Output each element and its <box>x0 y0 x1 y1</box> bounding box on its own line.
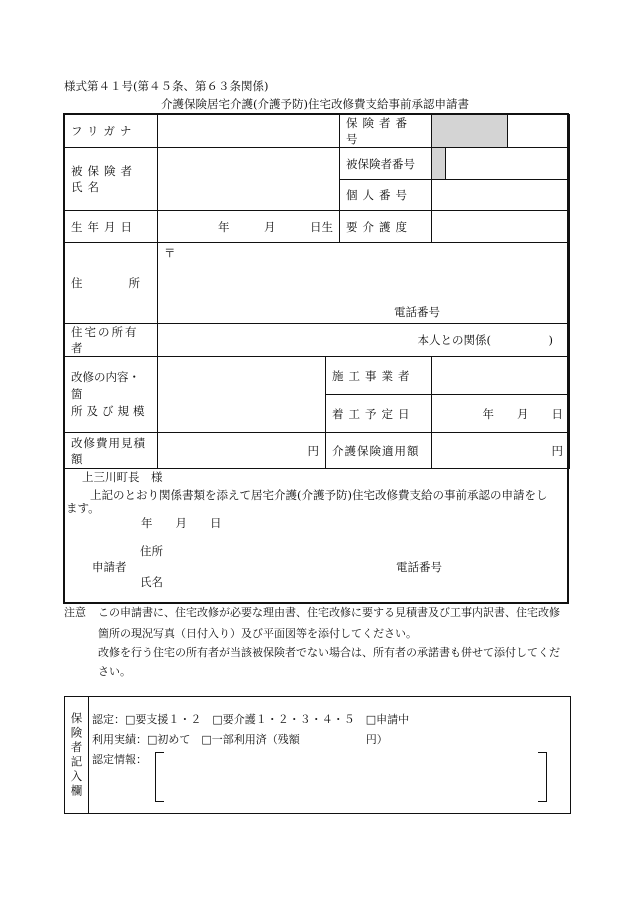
insured-name-label: 被保険者氏名 <box>65 148 158 211</box>
birth-date-label: 生年月日 <box>65 211 158 243</box>
note-line1: この申請書に、住宅改修が必要な理由書、住宅改修に要する見積書及び工事内訳書、住宅改修 <box>98 606 560 619</box>
personal-number-label: 個人番号 <box>340 180 432 211</box>
request-date[interactable]: 年 月 日 <box>141 516 222 530</box>
renovation-label: 改修の内容・箇 所及び規模 <box>65 357 158 433</box>
care-level-field[interactable] <box>432 211 570 243</box>
insurer-number-label: 保険者番号 <box>340 115 432 148</box>
furigana-label: フリガナ <box>65 115 158 148</box>
insurer-number-gray <box>432 115 508 148</box>
request-text-line1: 上記のとおり関係書類を添えて居宅介護(介護予防)住宅改修費支給の事前承認の申請をし <box>90 488 548 502</box>
request-text-line2: ます。 <box>66 501 100 515</box>
insurance-amount-field[interactable]: 円 <box>432 433 570 469</box>
form-number: 様式第４１号(第４５条、第６３条関係) <box>64 79 269 93</box>
personal-number-field[interactable] <box>432 180 570 211</box>
start-date-label: 着工予定日 <box>326 395 432 433</box>
start-date-field[interactable]: 年 月 日 <box>432 395 570 433</box>
address-phone-label: 電話番号 <box>394 305 440 319</box>
addressee: 上三川町長 様 <box>82 470 163 484</box>
form-title: 介護保険居宅介護(介護予防)住宅改修費支給事前承認申請書 <box>161 97 469 111</box>
insured-name-field[interactable] <box>158 148 340 211</box>
birth-date-field[interactable]: 年 月 日生 <box>158 211 340 243</box>
cert-info-label: 認定情報： <box>92 753 147 766</box>
contractor-label: 施工事業者 <box>326 357 432 395</box>
applicant-address-label: 住所 <box>140 544 163 558</box>
furigana-field[interactable] <box>158 115 340 148</box>
owner-field[interactable]: 本人との関係( ) <box>158 324 570 357</box>
application-table <box>64 114 570 469</box>
renovation-field[interactable] <box>158 357 326 433</box>
applicant-name-label: 氏名 <box>140 575 163 589</box>
insured-number-gray <box>432 148 446 180</box>
insurer-box-label: 保険者記入欄 <box>65 697 89 813</box>
address-label: 住 所 <box>65 243 158 324</box>
applicant-label: 申請者 <box>92 560 127 574</box>
postal-mark: 〒 <box>164 246 176 260</box>
cert-info-bracket-left <box>155 752 164 802</box>
notes-label: 注意 <box>64 606 86 619</box>
estimate-label: 改修費用見積額 <box>65 433 158 469</box>
estimate-field[interactable]: 円 <box>158 433 326 469</box>
owner-label: 住宅の所有者 <box>65 324 158 357</box>
applicant-phone-label: 電話番号 <box>396 560 442 574</box>
contractor-field[interactable] <box>432 357 570 395</box>
insurance-amount-label: 介護保険適用額 <box>326 433 432 469</box>
insured-number-field[interactable] <box>446 148 570 180</box>
insured-number-label: 被保険者番号 <box>340 148 432 180</box>
care-level-label: 要介護度 <box>340 211 432 243</box>
insurer-number-field[interactable] <box>508 115 570 148</box>
usage-record[interactable]: 利用実績：□初めて □一部利用済（残額 円） <box>92 733 388 746</box>
note-line2: 箇所の現況写真（日付入り）及び平面図等を添付してください。 <box>98 627 417 640</box>
cert-info-bracket-right <box>538 752 547 802</box>
note-line3: 改修を行う住宅の所有者が当該被保険者でない場合は、所有者の承諾書も併せて添付してくだ <box>98 646 560 659</box>
note-line4: さい。 <box>98 665 131 678</box>
certification-options[interactable]: 認定：□要支援１・２ □要介護１・２・３・４・５ □申請中 <box>92 713 410 726</box>
address-field[interactable] <box>158 243 570 324</box>
